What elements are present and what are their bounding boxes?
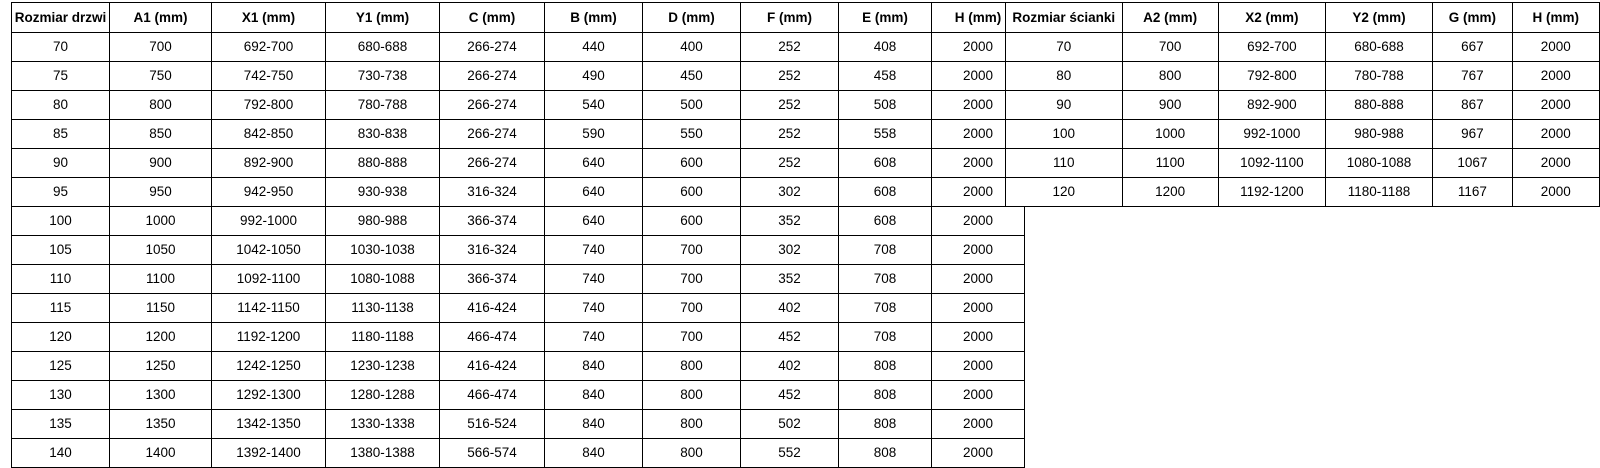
door-table-cell: 792-800 — [212, 91, 326, 120]
door-table-cell: 980-988 — [326, 207, 440, 236]
door-table-cell: 115 — [12, 294, 110, 323]
wall-table-cell: 692-700 — [1218, 33, 1325, 62]
wall-table-column-header: Y2 (mm) — [1325, 3, 1432, 33]
door-table-cell: 266-274 — [440, 62, 545, 91]
door-table-cell: 550 — [643, 120, 741, 149]
door-table-cell: 800 — [643, 439, 741, 468]
wall-table-cell: 880-888 — [1325, 91, 1432, 120]
door-table-cell: 600 — [643, 178, 741, 207]
door-table-cell: 1000 — [110, 207, 212, 236]
door-table-cell: 140 — [12, 439, 110, 468]
door-table-cell: 900 — [110, 149, 212, 178]
door-table-cell: 740 — [545, 265, 643, 294]
door-table-cell: 1142-1150 — [212, 294, 326, 323]
table-row — [12, 178, 1025, 207]
wall-table-cell: 892-900 — [1218, 91, 1325, 120]
table-row — [1006, 91, 1600, 120]
wall-table-column-header: A2 (mm) — [1122, 3, 1218, 33]
wall-table-head — [1006, 3, 1600, 33]
door-table-cell: 2000 — [932, 294, 1025, 323]
wall-table-cell: 120 — [1006, 178, 1123, 207]
door-table-cell: 808 — [839, 381, 932, 410]
door-table-cell: 95 — [12, 178, 110, 207]
wall-table-body — [1006, 33, 1600, 207]
door-table-cell: 1042-1050 — [212, 236, 326, 265]
door-table-column-header: H (mm) — [932, 3, 1025, 33]
door-table-cell: 808 — [839, 410, 932, 439]
table-row — [1006, 33, 1600, 62]
door-dimensions-table-container — [11, 2, 1025, 468]
wall-table-cell: 1100 — [1122, 149, 1218, 178]
wall-table-cell: 2000 — [1512, 149, 1599, 178]
door-table-cell: 502 — [741, 410, 839, 439]
door-table-cell: 892-900 — [212, 149, 326, 178]
door-table-cell: 708 — [839, 323, 932, 352]
door-table-cell: 842-850 — [212, 120, 326, 149]
wall-table-cell: 1092-1100 — [1218, 149, 1325, 178]
wall-table-cell: 1067 — [1433, 149, 1512, 178]
door-table-cell: 700 — [643, 323, 741, 352]
table-row — [12, 381, 1025, 410]
door-table-cell: 780-788 — [326, 91, 440, 120]
door-table-cell: 252 — [741, 120, 839, 149]
wall-table-cell: 680-688 — [1325, 33, 1432, 62]
door-table-cell: 316-324 — [440, 236, 545, 265]
door-table-cell: 2000 — [932, 352, 1025, 381]
door-table-cell: 440 — [545, 33, 643, 62]
door-table-column-header: Rozmiar drzwi — [12, 3, 110, 33]
table-row — [12, 410, 1025, 439]
wall-table-cell: 767 — [1433, 62, 1512, 91]
door-table-cell: 252 — [741, 33, 839, 62]
door-table-cell: 2000 — [932, 439, 1025, 468]
wall-table-cell: 867 — [1433, 91, 1512, 120]
door-table-column-header: E (mm) — [839, 3, 932, 33]
door-table-cell: 708 — [839, 236, 932, 265]
door-table-cell: 608 — [839, 178, 932, 207]
door-table-cell: 700 — [110, 33, 212, 62]
door-table-cell: 2000 — [932, 381, 1025, 410]
door-table-cell: 252 — [741, 149, 839, 178]
door-table-cell: 992-1000 — [212, 207, 326, 236]
table-row — [12, 236, 1025, 265]
door-table-cell: 552 — [741, 439, 839, 468]
door-table-cell: 2000 — [932, 265, 1025, 294]
door-table-cell: 740 — [545, 294, 643, 323]
table-row — [12, 62, 1025, 91]
door-table-cell: 1300 — [110, 381, 212, 410]
door-table-cell: 708 — [839, 294, 932, 323]
wall-table-cell: 70 — [1006, 33, 1123, 62]
door-table-cell: 840 — [545, 410, 643, 439]
table-row — [12, 149, 1025, 178]
door-table-column-header: D (mm) — [643, 3, 741, 33]
wall-table-column-header: X2 (mm) — [1218, 3, 1325, 33]
table-row — [12, 120, 1025, 149]
door-table-cell: 252 — [741, 62, 839, 91]
door-table-cell: 850 — [110, 120, 212, 149]
table-row — [12, 91, 1025, 120]
door-table-cell: 1380-1388 — [326, 439, 440, 468]
door-table-cell: 2000 — [932, 91, 1025, 120]
door-table-cell: 1250 — [110, 352, 212, 381]
door-table-cell: 1192-1200 — [212, 323, 326, 352]
door-table-cell: 266-274 — [440, 120, 545, 149]
door-table-cell: 2000 — [932, 62, 1025, 91]
door-table-cell: 508 — [839, 91, 932, 120]
door-table-cell: 466-474 — [440, 323, 545, 352]
door-table-cell: 558 — [839, 120, 932, 149]
door-table-column-header: X1 (mm) — [212, 3, 326, 33]
wall-table-cell: 667 — [1433, 33, 1512, 62]
door-table-cell: 2000 — [932, 178, 1025, 207]
door-table-cell: 640 — [545, 178, 643, 207]
door-table-column-header: B (mm) — [545, 3, 643, 33]
wall-table-cell: 1192-1200 — [1218, 178, 1325, 207]
wall-table-cell: 967 — [1433, 120, 1512, 149]
door-table-cell: 105 — [12, 236, 110, 265]
wall-table-cell: 1000 — [1122, 120, 1218, 149]
wall-table-cell: 2000 — [1512, 33, 1599, 62]
door-table-cell: 740 — [545, 236, 643, 265]
table-row — [1006, 149, 1600, 178]
door-table-cell: 302 — [741, 236, 839, 265]
table-row — [1006, 120, 1600, 149]
door-table-cell: 452 — [741, 323, 839, 352]
table-row — [12, 352, 1025, 381]
table-row — [1006, 62, 1600, 91]
door-table-cell: 808 — [839, 352, 932, 381]
door-table-cell: 2000 — [932, 323, 1025, 352]
door-table-cell: 302 — [741, 178, 839, 207]
door-table-cell: 458 — [839, 62, 932, 91]
door-table-cell: 85 — [12, 120, 110, 149]
door-table-cell: 540 — [545, 91, 643, 120]
wall-table-cell: 2000 — [1512, 178, 1599, 207]
door-table-cell: 2000 — [932, 149, 1025, 178]
door-table-cell: 1180-1188 — [326, 323, 440, 352]
wall-table-cell: 900 — [1122, 91, 1218, 120]
table-row — [12, 33, 1025, 62]
door-table-cell: 700 — [643, 294, 741, 323]
table-row — [12, 439, 1025, 468]
door-table-cell: 608 — [839, 149, 932, 178]
door-table-cell: 466-474 — [440, 381, 545, 410]
door-table-cell: 708 — [839, 265, 932, 294]
door-table-cell: 452 — [741, 381, 839, 410]
door-table-cell: 700 — [643, 265, 741, 294]
door-table-cell: 135 — [12, 410, 110, 439]
wall-table-column-header: Rozmiar ścianki — [1006, 3, 1123, 33]
wall-table-cell: 80 — [1006, 62, 1123, 91]
door-table-cell: 490 — [545, 62, 643, 91]
wall-table-cell: 90 — [1006, 91, 1123, 120]
door-table-cell: 366-374 — [440, 265, 545, 294]
table-row — [12, 265, 1025, 294]
door-table-cell: 840 — [545, 439, 643, 468]
door-table-cell: 1092-1100 — [212, 265, 326, 294]
door-table-cell: 2000 — [932, 33, 1025, 62]
door-table-cell: 1150 — [110, 294, 212, 323]
wall-table-cell: 1200 — [1122, 178, 1218, 207]
wall-dimensions-table — [1005, 2, 1600, 207]
door-table-cell: 880-888 — [326, 149, 440, 178]
door-table-head — [12, 3, 1025, 33]
door-table-cell: 640 — [545, 207, 643, 236]
door-table-cell: 316-324 — [440, 178, 545, 207]
door-table-cell: 740 — [545, 323, 643, 352]
door-table-cell: 400 — [643, 33, 741, 62]
door-table-cell: 366-374 — [440, 207, 545, 236]
table-row — [12, 294, 1025, 323]
door-table-cell: 1100 — [110, 265, 212, 294]
wall-table-cell: 1167 — [1433, 178, 1512, 207]
door-table-cell: 1330-1338 — [326, 410, 440, 439]
door-table-cell: 1400 — [110, 439, 212, 468]
door-table-cell: 640 — [545, 149, 643, 178]
door-table-cell: 402 — [741, 352, 839, 381]
door-table-cell: 1200 — [110, 323, 212, 352]
door-table-cell: 1342-1350 — [212, 410, 326, 439]
door-table-cell: 402 — [741, 294, 839, 323]
door-table-cell: 2000 — [932, 120, 1025, 149]
door-table-cell: 80 — [12, 91, 110, 120]
wall-table-cell: 2000 — [1512, 62, 1599, 91]
door-table-cell: 608 — [839, 207, 932, 236]
door-table-cell: 566-574 — [440, 439, 545, 468]
table-row — [1006, 178, 1600, 207]
door-table-cell: 1230-1238 — [326, 352, 440, 381]
door-dimensions-table — [11, 2, 1025, 468]
wall-table-cell: 1180-1188 — [1325, 178, 1432, 207]
door-table-cell: 1292-1300 — [212, 381, 326, 410]
door-table-cell: 692-700 — [212, 33, 326, 62]
door-table-cell: 590 — [545, 120, 643, 149]
wall-table-cell: 792-800 — [1218, 62, 1325, 91]
door-table-cell: 416-424 — [440, 352, 545, 381]
door-table-cell: 730-738 — [326, 62, 440, 91]
door-table-cell: 1050 — [110, 236, 212, 265]
door-table-column-header: Y1 (mm) — [326, 3, 440, 33]
wall-table-cell: 100 — [1006, 120, 1123, 149]
door-table-cell: 1130-1138 — [326, 294, 440, 323]
door-table-cell: 840 — [545, 352, 643, 381]
door-table-cell: 352 — [741, 265, 839, 294]
table-header-row — [12, 3, 1025, 33]
door-table-cell: 930-938 — [326, 178, 440, 207]
door-table-cell: 942-950 — [212, 178, 326, 207]
door-table-cell: 120 — [12, 323, 110, 352]
wall-table-cell: 780-788 — [1325, 62, 1432, 91]
door-table-cell: 352 — [741, 207, 839, 236]
door-table-column-header: A1 (mm) — [110, 3, 212, 33]
door-table-cell: 2000 — [932, 410, 1025, 439]
door-table-cell: 90 — [12, 149, 110, 178]
door-table-cell: 830-838 — [326, 120, 440, 149]
door-table-cell: 750 — [110, 62, 212, 91]
door-table-cell: 266-274 — [440, 91, 545, 120]
door-table-column-header: F (mm) — [741, 3, 839, 33]
door-table-cell: 680-688 — [326, 33, 440, 62]
door-table-cell: 500 — [643, 91, 741, 120]
door-table-cell: 125 — [12, 352, 110, 381]
door-table-cell: 110 — [12, 265, 110, 294]
door-table-column-header: C (mm) — [440, 3, 545, 33]
wall-table-cell: 1080-1088 — [1325, 149, 1432, 178]
door-table-cell: 2000 — [932, 236, 1025, 265]
door-table-cell: 600 — [643, 149, 741, 178]
wall-table-cell: 980-988 — [1325, 120, 1432, 149]
door-table-cell: 1080-1088 — [326, 265, 440, 294]
door-table-cell: 266-274 — [440, 33, 545, 62]
door-table-cell: 1030-1038 — [326, 236, 440, 265]
wall-table-cell: 110 — [1006, 149, 1123, 178]
door-table-cell: 1350 — [110, 410, 212, 439]
wall-table-cell: 992-1000 — [1218, 120, 1325, 149]
wall-table-cell: 2000 — [1512, 120, 1599, 149]
wall-table-cell: 800 — [1122, 62, 1218, 91]
door-table-cell: 1242-1250 — [212, 352, 326, 381]
door-table-cell: 1280-1288 — [326, 381, 440, 410]
wall-table-column-header: H (mm) — [1512, 3, 1599, 33]
door-table-cell: 70 — [12, 33, 110, 62]
door-table-cell: 100 — [12, 207, 110, 236]
wall-dimensions-table-container — [1005, 2, 1600, 207]
door-table-cell: 252 — [741, 91, 839, 120]
door-table-cell: 75 — [12, 62, 110, 91]
wall-table-cell: 700 — [1122, 33, 1218, 62]
table-row — [12, 207, 1025, 236]
wall-table-column-header: G (mm) — [1433, 3, 1512, 33]
door-table-cell: 800 — [643, 381, 741, 410]
table-header-row — [1006, 3, 1600, 33]
door-table-cell: 266-274 — [440, 149, 545, 178]
door-table-body — [12, 33, 1025, 468]
door-table-cell: 808 — [839, 439, 932, 468]
door-table-cell: 800 — [643, 352, 741, 381]
door-table-cell: 600 — [643, 207, 741, 236]
door-table-cell: 800 — [643, 410, 741, 439]
door-table-cell: 700 — [643, 236, 741, 265]
table-row — [12, 323, 1025, 352]
door-table-cell: 840 — [545, 381, 643, 410]
door-table-cell: 408 — [839, 33, 932, 62]
door-table-cell: 450 — [643, 62, 741, 91]
door-table-cell: 742-750 — [212, 62, 326, 91]
door-table-cell: 2000 — [932, 207, 1025, 236]
door-table-cell: 800 — [110, 91, 212, 120]
wall-table-cell: 2000 — [1512, 91, 1599, 120]
door-table-cell: 950 — [110, 178, 212, 207]
door-table-cell: 1392-1400 — [212, 439, 326, 468]
door-table-cell: 416-424 — [440, 294, 545, 323]
door-table-cell: 516-524 — [440, 410, 545, 439]
door-table-cell: 130 — [12, 381, 110, 410]
